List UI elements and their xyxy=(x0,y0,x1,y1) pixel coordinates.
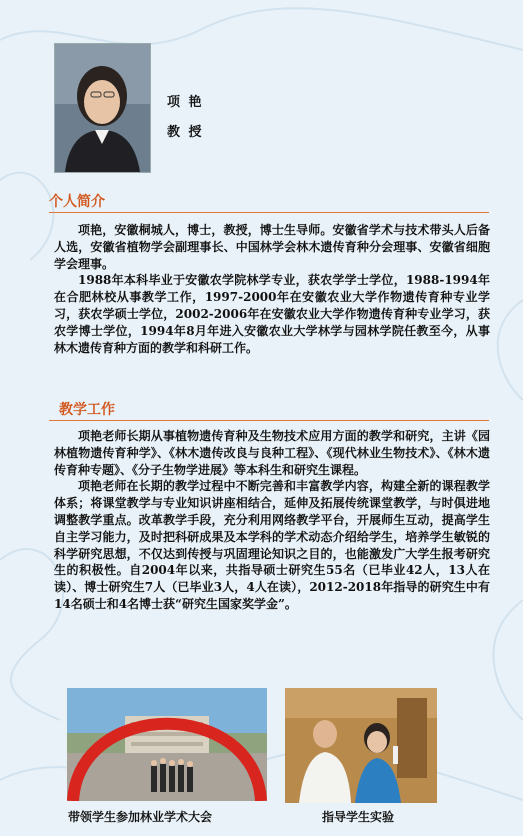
section-title-intro: 个人简介 xyxy=(49,194,105,210)
section-title-teaching: 教学工作 xyxy=(59,402,115,418)
portrait-photo xyxy=(54,43,151,173)
caption-lab: 指导学生实验 xyxy=(322,810,395,824)
teaching-paragraph: 项艳老师在长期的教学过程中不断完善和丰富教学内容，构建全新的课程教学体系；将课堂教学与专业知识讲座相结合，延伸及拓展传统课堂教学，与时俱进地调整教学重点。改革教学手段，充分利用网络教学平台，开展师生互动，提高学生自主学习能力，及时把科研成果及本学科的学术动态介绍给学生，培养学生敏锐的科学研究思想，不仅达到传授与巩固理论知识之目的，也能激发广大学生报考研究生的积极性。自2004年以来，共指导硕士研究生55名（已毕业42人，13人在读）、博士研究生7人（已毕业3人，4人在读），2012-2018年指导的研究生中有14名硕士和4名博士获“研究生国家奖学金”。 xyxy=(54,479,490,611)
intro-text xyxy=(54,222,490,356)
teaching-text xyxy=(54,428,490,613)
section-header-teaching xyxy=(49,399,489,421)
intro-paragraph: 项艳，安徽桐城人，博士，教授，博士生导师。安徽省学术与技术带头人后备人选，安徽省植物学会副理事长、中国林学会林木遗传育种分会理事、安徽省细胞学会理事。 xyxy=(54,223,490,271)
professor-name: 项 艳 xyxy=(167,95,204,110)
professor-title: 教 授 xyxy=(167,125,204,140)
section-divider xyxy=(49,212,489,213)
teaching-paragraph: 项艳老师长期从事植物遗传育种及生物技术应用方面的教学和研究，主讲《园林植物遗传育种学》、《林木遗传改良与良种工程》、《现代林业生物技术》、《林木遗传育种专题》、《分子生物学进展》等本科生和研究生课程。 xyxy=(54,429,490,477)
lab-experiment-photo xyxy=(285,688,437,803)
intro-paragraph: 1988年本科毕业于安徽农学院林学专业，获农学学士学位，1988-1994年在合肥林校从事教学工作，1997-2000年在安徽农业大学作物遗传育种专业学习，获农学硕士学位，2002-2006年在安徽农业大学作物遗传育种专业学习，获农学博士学位，1994年8月年进入安徽农业大学林学与园林学院任教至今，从事林木遗传育种方面的教学和科研工作。 xyxy=(54,273,490,355)
caption-conference: 带领学生参加林业学术大会 xyxy=(68,810,213,824)
section-header-intro xyxy=(49,191,489,213)
conference-group-photo xyxy=(67,688,267,801)
section-divider xyxy=(49,420,489,421)
